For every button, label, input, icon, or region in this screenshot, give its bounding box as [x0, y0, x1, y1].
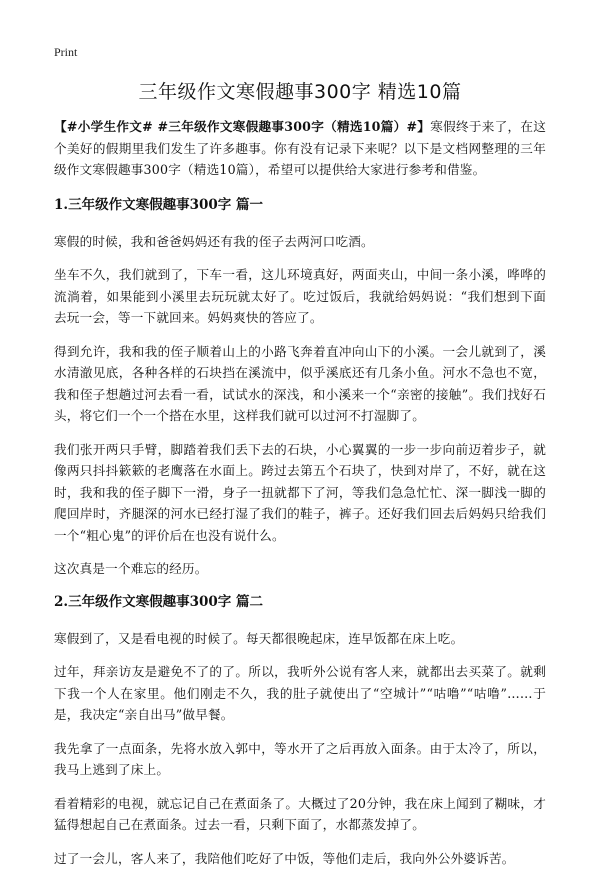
- section-2-paragraph-2: 过年，拜亲访友是避免不了的了。所以，我听外公说有客人来，就都出去买菜了。就剩下我一个人在家里。他们刚走不久，我的肚子就使出了“空城计”“咕噜”“咕噜”……于是，我决定“亲自出马”做早餐。: [54, 664, 546, 722]
- section-1-paragraph-1: 寒假的时候，我和爸爸妈妈还有我的侄子去两河口吃酒。: [54, 233, 374, 249]
- section-1-paragraph-5: 这次真是一个难忘的经历。: [54, 561, 208, 576]
- page-title: 三年级作文寒假趣事300字 精选10篇: [138, 81, 462, 103]
- section-1-paragraph-4: 我们张开两只手臂，脚踏着我们丢下去的石块，小心翼翼的一步一步向前迈着步子，就像两只抖抖簌簌的老鹰落在水面上。跨过去第五个石块了，快到对岸了，不好，就在这时，我和我的侄子脚下一滑，身子一扭就都下了河，等我们急急忙忙、深一脚浅一脚的爬回岸时，齐腿深的河水已经打湿了我们的鞋子，裤子。还好我们回去后妈妈只给我们一个“粗心鬼”的评价后在也没有说什么。: [54, 441, 546, 543]
- intro-paragraph: [54, 116, 546, 181]
- print-label: Print: [54, 45, 78, 59]
- section-2-paragraph-3: 我先拿了一点面条，先将水放入郭中，等水开了之后再放入面条。由于太冷了，所以，我马上逃到了床上。: [54, 740, 546, 777]
- section-heading-1: 1.三年级作文寒假趣事300字 篇一: [54, 196, 263, 213]
- document-body: [54, 116, 546, 881]
- section-2-paragraph-1: 寒假到了，又是看电视的时候了。每天都很晚起床，连早饭都在床上吃。: [54, 630, 464, 646]
- section-1-paragraph-2: 坐车不久，我们就到了，下车一看，这儿环境真好，两面夹山，中间一条小溪，哗哗的流淌着，如果能到小溪里去玩玩就太好了。吃过饭后，我就给妈妈说：“我们想到下面去玩一会，等一下就回来。妈妈爽快的答应了。: [54, 267, 546, 325]
- section-1-paragraph-3: 得到允许，我和我的侄子顺着山上的小路飞奔着直冲向山下的小溪。一会儿就到了，溪水清澈见底，各种各样的石块挡在溪流中，似乎溪底还有几条小鱼。河水不急也不宽，我和侄子想趟过河去看一看，试试水的深浅，和小溪来一个“亲密的接触”。我们找好石头，将它们一个一个搭在水里，这样我们就可以过河不打湿脚了。: [54, 343, 546, 423]
- section-heading-2: 2.三年级作文寒假趣事300字 篇二: [54, 593, 263, 610]
- intro-text: 寒假终于来了，在这个美好的假期里我们发生了许多趣事。你有没有记录下来呢？以下是文档网整理的三年级作文寒假趣事300字（精选10篇），希望可以提供给大家进行参考和借鉴。: [54, 119, 546, 177]
- section-2-paragraph-5: 过了一会儿，客人来了，我陪他们吃好了中饭，等他们走后，我向外公外婆诉苦。: [54, 850, 515, 866]
- intro-tag: 【#小学生作文# #三年级作文寒假趣事300字（精选10篇）#】: [54, 119, 431, 134]
- section-2-paragraph-4: 看着精彩的电视，就忘记自己在煮面条了。大概过了20分钟，我在床上闻到了糊味，才猛得想起自己在煮面条。过去一看，只剩下面了，水都蒸发掉了。: [54, 795, 546, 832]
